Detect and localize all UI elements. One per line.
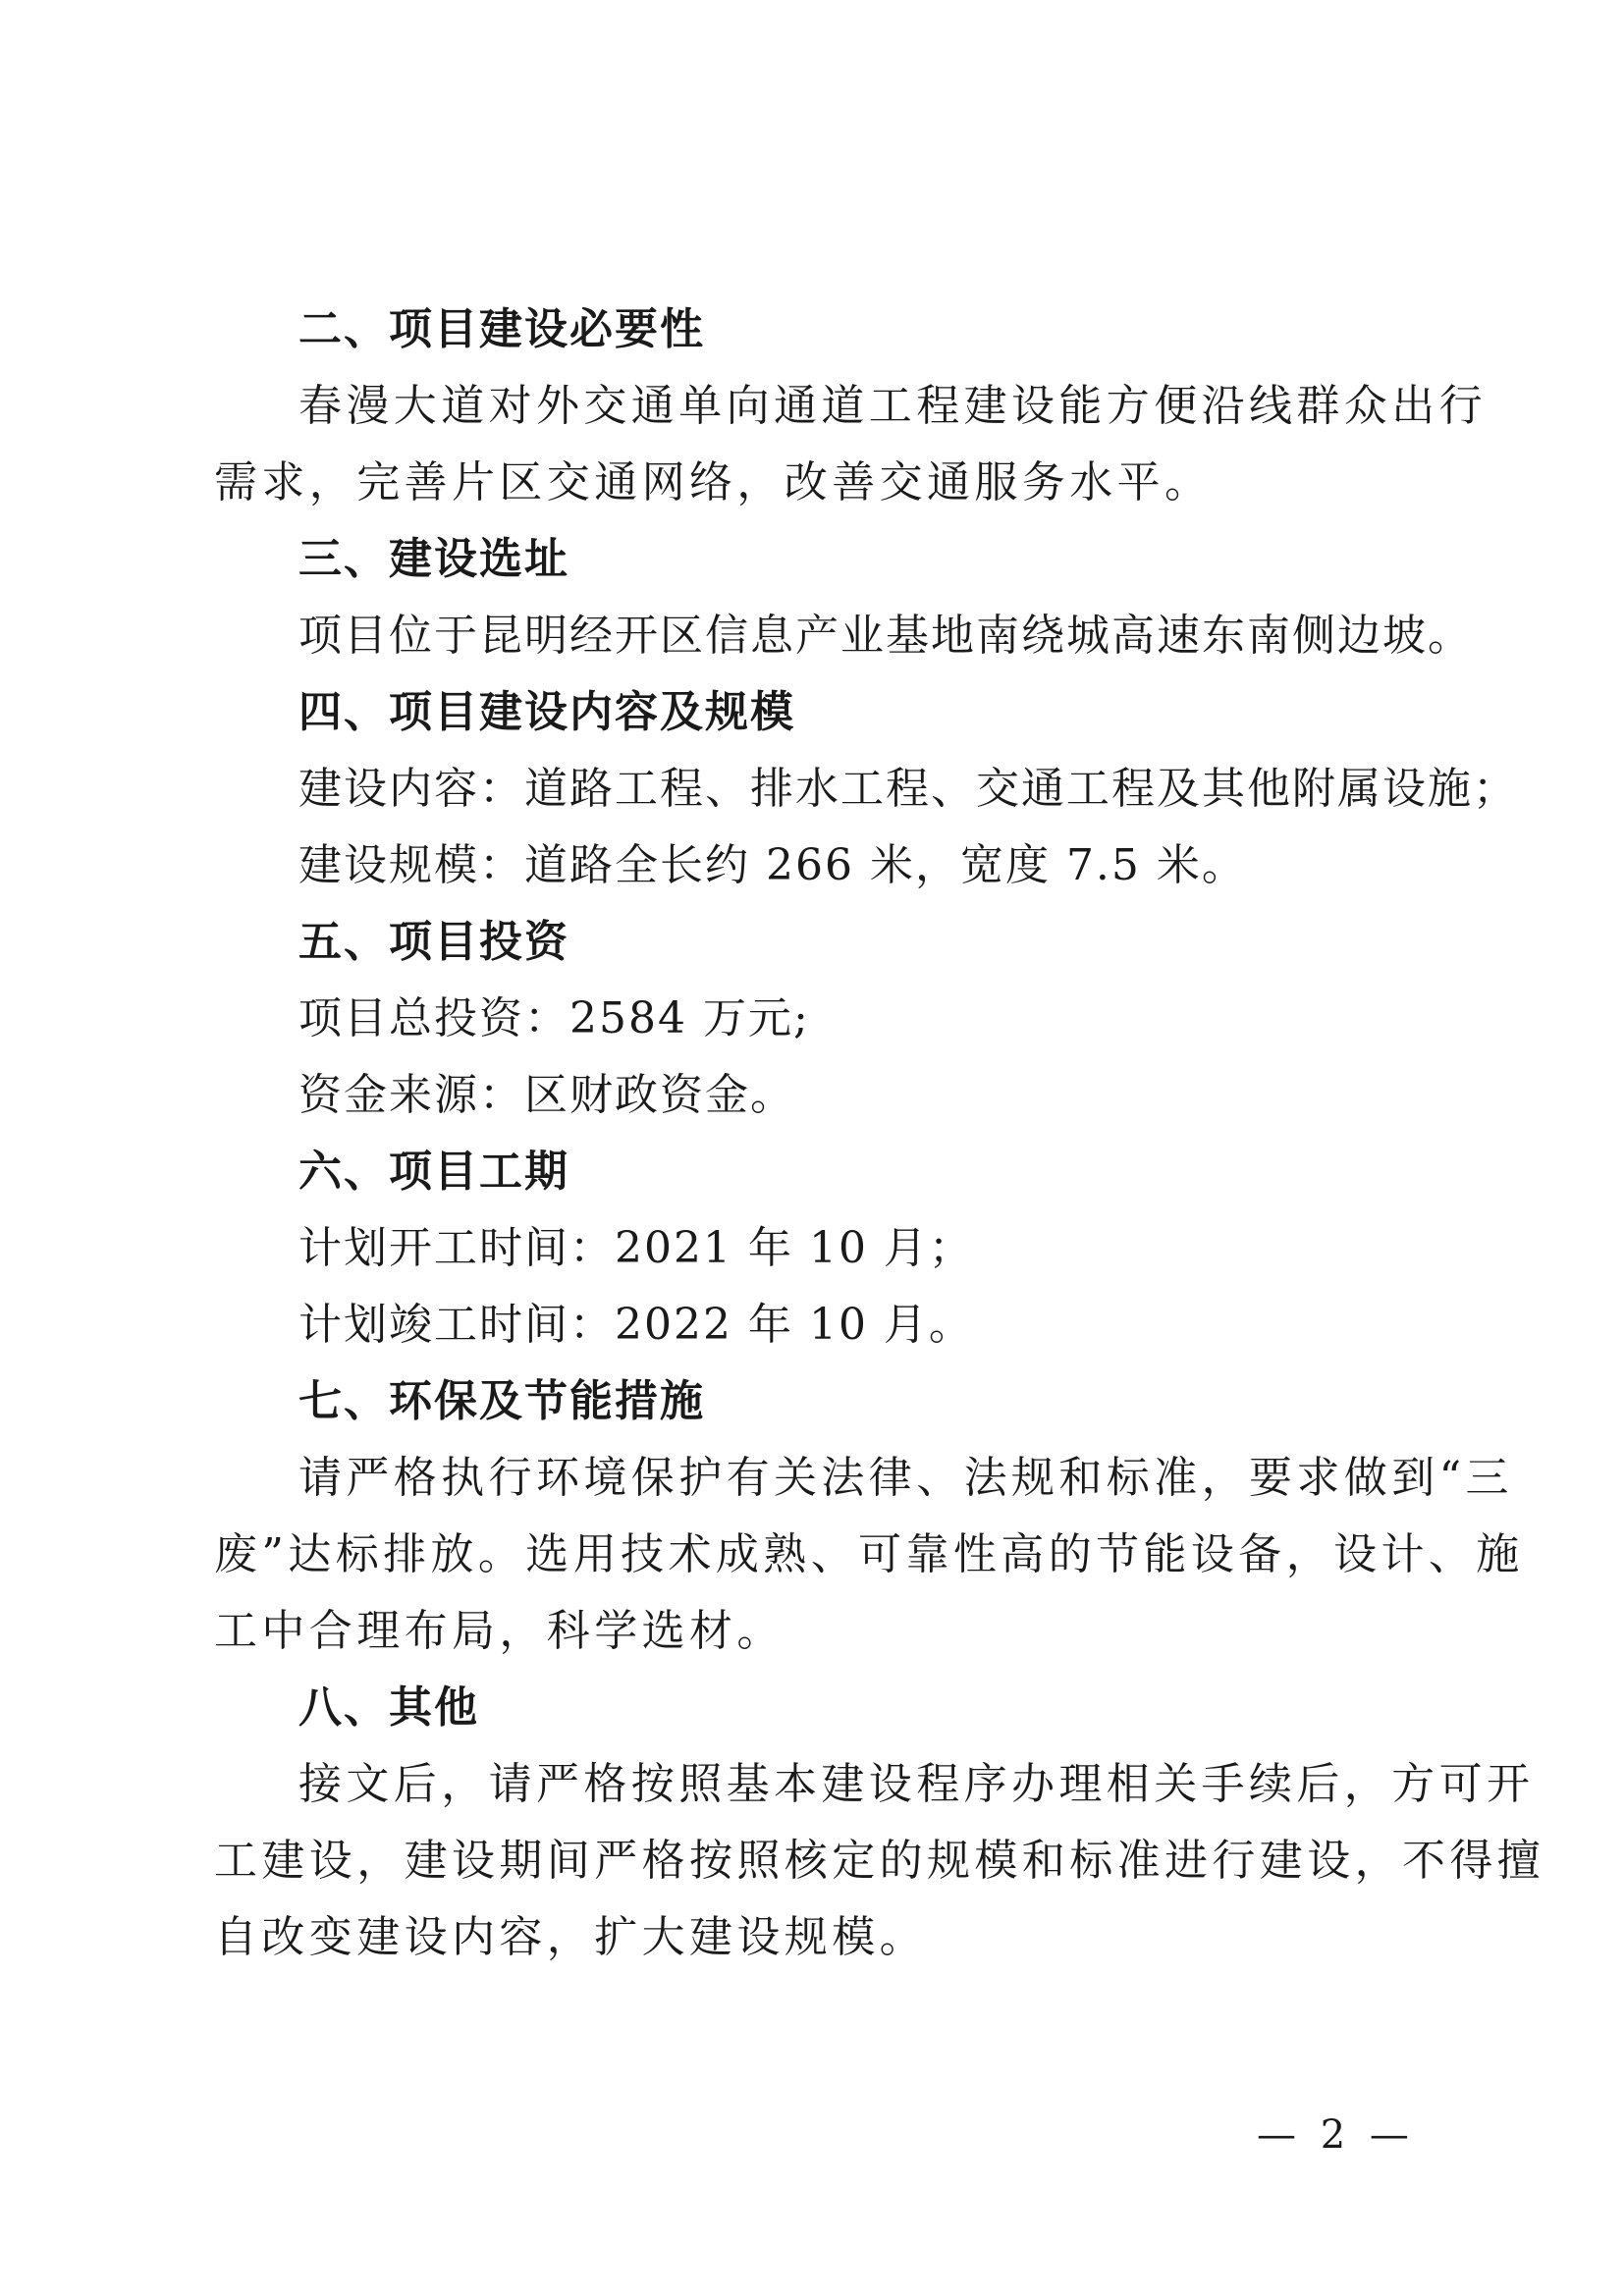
paragraph-line: 工建设，建设期间严格按照核定的规模和标准进行建设，不得擅 [214,1836,1545,1886]
section-heading-other: 八、其他 [298,1682,479,1733]
paragraph-line: 自改变建设内容，扩大建设规模。 [214,1912,927,1962]
section-heading-investment: 五、项目投资 [298,917,569,967]
paragraph-line: 工中合理布局，科学选材。 [214,1606,785,1656]
section-heading-schedule: 六、项目工期 [298,1147,569,1197]
section-heading-necessity: 二、项目建设必要性 [298,304,705,354]
page-number: — 2 — [1257,2112,1415,2158]
list-item: 建设内容：道路工程、排水工程、交通工程及其他附属设施； [298,764,1518,814]
list-item: 计划竣工时间：2022 年 10 月。 [298,1300,974,1350]
list-item: 项目总投资：2584 万元; [298,993,810,1043]
paragraph-line: 请严格执行环境保护有关法律、法规和标准，要求做到“三 [298,1453,1513,1503]
paragraph-line: 接文后，请严格按照基本建设程序办理相关手续后，方可开 [298,1759,1535,1809]
paragraph-line: 废”达标排放。选用技术成熟、可靠性高的节能设备，设计、施 [214,1529,1524,1579]
section-heading-content-scale: 四、项目建设内容及规模 [298,687,795,737]
paragraph-line: 项目位于昆明经开区信息产业基地南绕城高速东南侧边坡。 [298,611,1473,661]
section-heading-location: 三、建设选址 [298,534,569,584]
section-heading-environment: 七、环保及节能措施 [298,1376,705,1426]
paragraph-line: 春漫大道对外交通单向通道工程建设能方便沿线群众出行 [298,381,1487,431]
list-item: 建设规模：道路全长约 266 米，宽度 7.5 米。 [298,840,1247,890]
list-item: 资金来源：区财政资金。 [298,1070,795,1120]
paragraph-line: 需求，完善片区交通网络，改善交通服务水平。 [214,457,1213,507]
list-item: 计划开工时间：2021 年 10 月； [298,1223,974,1273]
